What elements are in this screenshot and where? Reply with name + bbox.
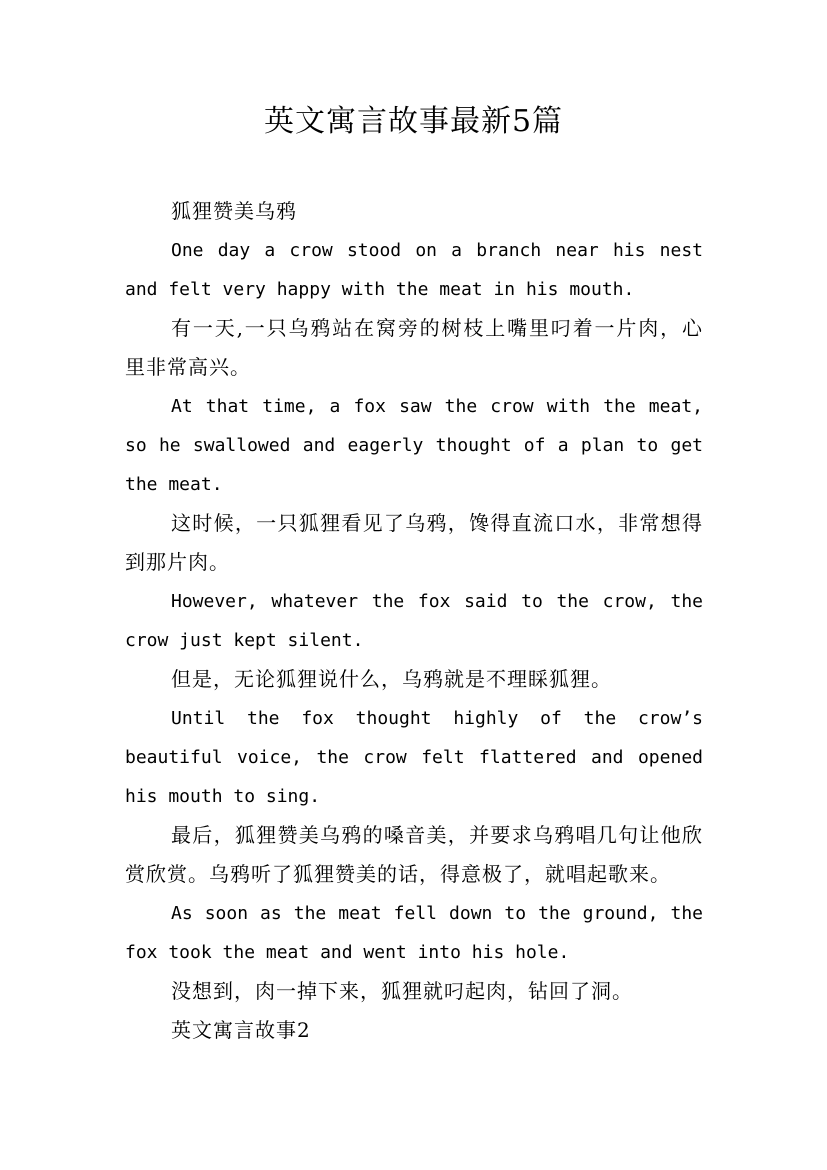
chinese-paragraph: 最后，狐狸赞美乌鸦的嗓音美，并要求乌鸦唱几句让他欣赏欣赏。乌鸦听了狐狸赞美的话，得意极了，就唱起歌来。: [125, 823, 703, 886]
english-paragraph: However, whatever the fox said to the crow, the crow just kept silent.: [125, 591, 703, 651]
document-title: 英文寓言故事最新5篇: [263, 104, 564, 139]
document-body: [125, 192, 703, 1050]
english-paragraph: Until the fox thought highly of the crow’s beautiful voice, the crow felt flattered and opened his mouth to sing.: [125, 708, 703, 807]
chinese-paragraph: 有一天,一只乌鸦站在窝旁的树枝上嘴里叼着一片肉，心里非常高兴。: [125, 316, 703, 379]
english-paragraph: As soon as the meat fell down to the ground, the fox took the meat and went into his hole.: [125, 903, 703, 963]
section-heading: 英文寓言故事2: [171, 1018, 311, 1042]
chinese-paragraph: 但是，无论狐狸说什么，乌鸦就是不理睬狐狸。: [171, 667, 612, 691]
english-paragraph: At that time, a fox saw the crow with the meat, so he swallowed and eagerly thought of a plan to get the meat.: [125, 396, 703, 495]
chinese-paragraph: 这时候，一只狐狸看见了乌鸦，馋得直流口水，非常想得到那片肉。: [125, 511, 703, 574]
section-heading: 狐狸赞美乌鸦: [171, 199, 297, 223]
chinese-paragraph: 没想到，肉一掉下来，狐狸就叼起肉，钻回了洞。: [171, 979, 633, 1003]
english-paragraph: One day a crow stood on a branch near his nest and felt very happy with the meat in his mouth.: [125, 240, 703, 300]
